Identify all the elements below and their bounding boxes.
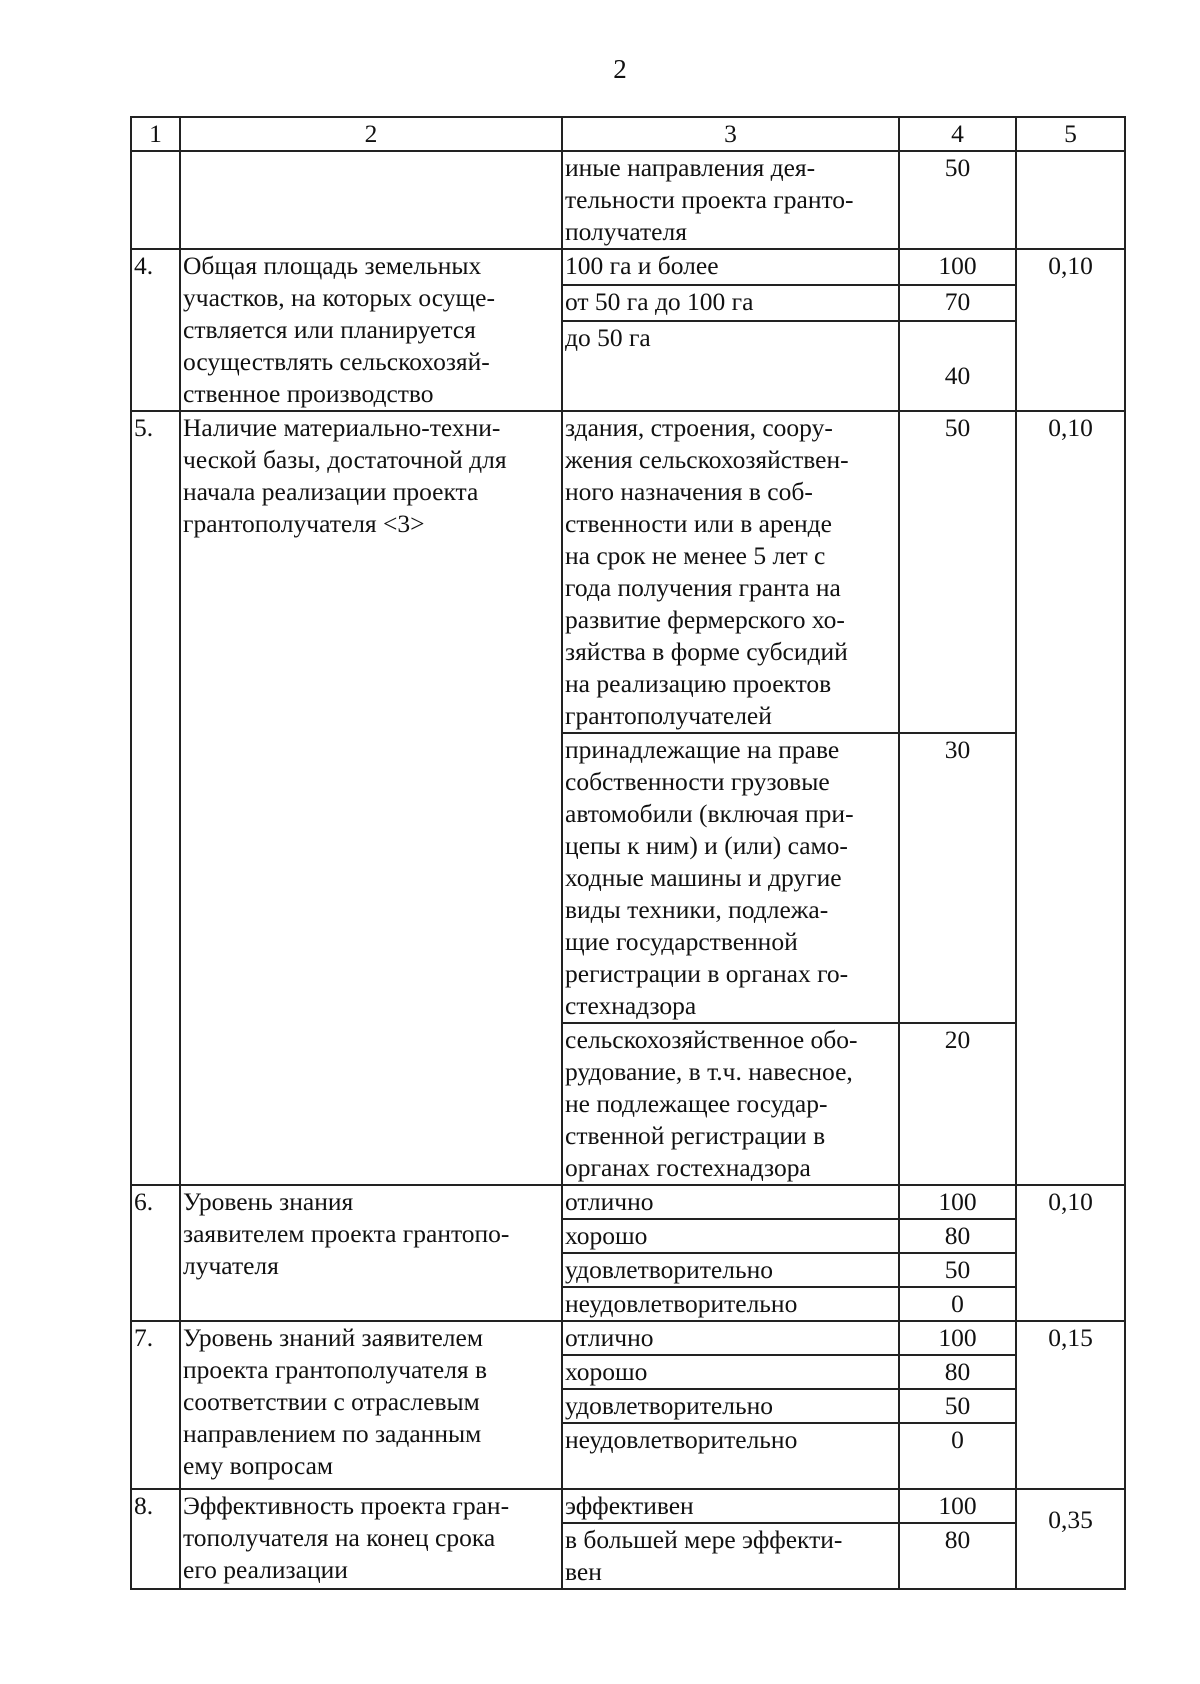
option-score: 40 (899, 321, 1016, 411)
criterion-weight: 0,35 (1016, 1489, 1125, 1589)
criterion-row-7 (131, 1321, 1125, 1355)
option-label: неудовлетворительно (562, 1287, 899, 1321)
continuation-row (131, 151, 1125, 249)
criteria-table (130, 116, 1126, 1590)
continuation-option: иные направления дея- тельности проекта гранто- получателя (562, 151, 899, 249)
criterion-row-5 (131, 411, 1125, 733)
option-score: 0 (899, 1423, 1016, 1489)
continuation-num-cell (131, 151, 180, 249)
criterion-number: 7. (131, 1321, 180, 1489)
option-score: 0 (899, 1287, 1016, 1321)
criterion-row-4 (131, 249, 1125, 285)
criterion-number: 5. (131, 411, 180, 1185)
option-score: 80 (899, 1355, 1016, 1389)
option-label: неудовлетворительно (562, 1423, 899, 1489)
option-score: 80 (899, 1219, 1016, 1253)
header-cell-3: 3 (562, 117, 899, 151)
option-label: эффективен (562, 1489, 899, 1523)
option-score: 20 (899, 1023, 1016, 1185)
criterion-row-6 (131, 1185, 1125, 1219)
option-score: 100 (899, 1321, 1016, 1355)
option-label: здания, строения, соору- жения сельскохозяйствен- ного назначения в соб- ственности или в аренде на срок не менее 5 лет с года получения гранта на развитие фермерского хо- зяйства в форме субсидий на реализацию проектов грантополучателей (562, 411, 899, 733)
option-score: 100 (899, 1185, 1016, 1219)
header-cell-4: 4 (899, 117, 1016, 151)
option-label: хорошо (562, 1219, 899, 1253)
criterion-number: 4. (131, 249, 180, 411)
option-score: 100 (899, 1489, 1016, 1523)
option-label: принадлежащие на праве собственности грузовые автомобили (включая при- цепы к ним) и (или) само- ходные машины и другие виды техники, подлежа- щие государственной регистрации в органах го- стехнадзора (562, 733, 899, 1023)
option-label: отлично (562, 1185, 899, 1219)
criterion-text: Уровень знания заявителем проекта грантопо- лучателя (180, 1185, 562, 1321)
option-score: 50 (899, 1253, 1016, 1287)
option-score: 100 (899, 249, 1016, 285)
option-label: от 50 га до 100 га (562, 285, 899, 321)
continuation-weight-cell (1016, 151, 1125, 249)
option-label: до 50 га (562, 321, 899, 411)
option-label: удовлетворительно (562, 1389, 899, 1423)
header-row (131, 117, 1125, 151)
option-score: 80 (899, 1523, 1016, 1589)
criterion-text: Наличие материально-техни- ческой базы, достаточной для начала реализации проекта грантополучателя <3> (180, 411, 562, 1185)
criterion-row-8 (131, 1489, 1125, 1523)
criterion-text: Уровень знаний заявителем проекта грантополучателя в соответствии с отраслевым направлением по заданным ему вопросам (180, 1321, 562, 1489)
continuation-score: 50 (899, 151, 1016, 249)
header-cell-1: 1 (131, 117, 180, 151)
option-label: в большей мере эффекти- вен (562, 1523, 899, 1589)
option-score: 50 (899, 1389, 1016, 1423)
criterion-text: Общая площадь земельных участков, на которых осуще- ствляется или планируется осуществлять сельскохозяй- ственное производство (180, 249, 562, 411)
page-number: 2 (613, 54, 627, 84)
continuation-criterion-cell (180, 151, 562, 249)
option-label: сельскохозяйственное обо- рудование, в т.ч. навесное, не подлежащее государ- ственной регистрации в органах гостехнадзора (562, 1023, 899, 1185)
criterion-weight: 0,10 (1016, 249, 1125, 411)
header-cell-5: 5 (1016, 117, 1125, 151)
criterion-text: Эффективность проекта гран- тополучателя на конец срока его реализации (180, 1489, 562, 1589)
option-score: 30 (899, 733, 1016, 1023)
option-label: отлично (562, 1321, 899, 1355)
option-score: 70 (899, 285, 1016, 321)
criterion-weight: 0,15 (1016, 1321, 1125, 1489)
criterion-weight: 0,10 (1016, 411, 1125, 1185)
option-label: 100 га и более (562, 249, 899, 285)
criterion-weight: 0,10 (1016, 1185, 1125, 1321)
option-score: 50 (899, 411, 1016, 733)
option-label: удовлетворительно (562, 1253, 899, 1287)
option-label: хорошо (562, 1355, 899, 1389)
criterion-number: 8. (131, 1489, 180, 1589)
criterion-number: 6. (131, 1185, 180, 1321)
header-cell-2: 2 (180, 117, 562, 151)
